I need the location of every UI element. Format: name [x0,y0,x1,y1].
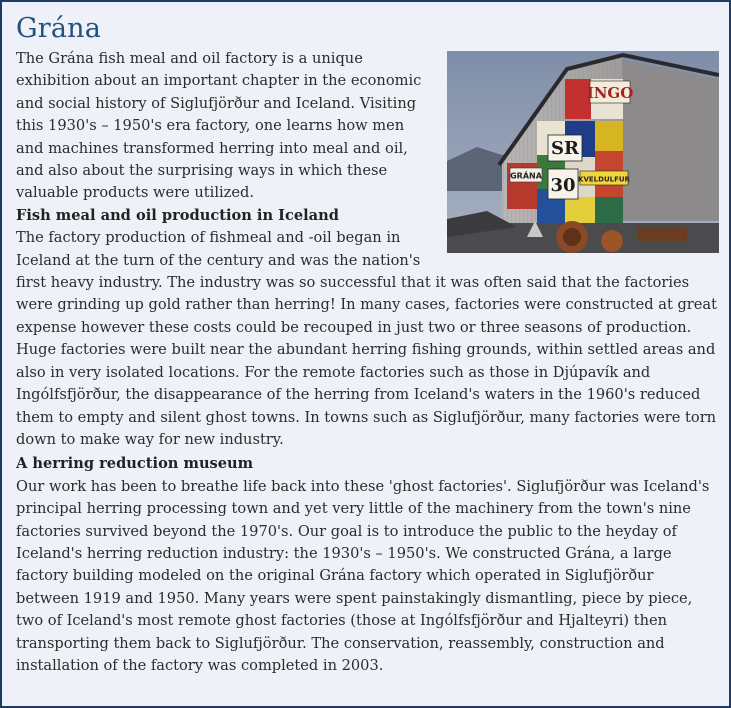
section-heading-production: Fish meal and oil production in Iceland [16,206,339,224]
factory-photo [447,51,719,253]
sign-30: 30 [550,175,576,196]
intro-paragraph: The Grána fish meal and oil factory is a unique exhibition about an important chapter in the economic and social history of Siglufjörður and Iceland. Visiting this 1930's – 1950's era factory, one learns how men and machines transformed herring into meal and oil, and also about the surprising ways in which these valuable products were utilized. [16,50,422,202]
page-title: Grána [16,13,102,44]
section-heading-museum: A herring reduction museum [16,455,254,473]
article-content [16,10,719,677]
sign-grana: GRÁNA [510,171,542,181]
sign-ingo: INGO [586,84,634,102]
section-body-museum: Our work has been to breathe life back into these 'ghost factories'. Siglufjörður was Iceland's principal herring processing town and yet very little of the machinery from the town's nine factories survived beyond the 1970's. Our goal is to introduce the public to the heyday of Iceland's herring reduction industry: the 1930's – 1950's. We constructed Grána, a large factory building modeled on the original Grána factory which operated in Siglufjörður between 1919 and 1950. Many years were spent painstakingly dismantling, piece by piece, two of Iceland's most remote ghost factories (those at Ingólfsfjörður and Hjalteyri) then transporting them back to Siglufjörður. The conservation, reassembly, construction and installation of the factory was completed in 2003. [16,477,710,674]
section-body-production: The factory production of fishmeal and -oil began in Iceland at the turn of the century and was the nation's first heavy industry. The industry was so successful that it was often said that the factories were grinding up gold rather than herring! In many cases, factories were constructed at great expense however these costs could be recouped in just two or three seasons of production. Huge factories were built near the abundant herring fishing grounds, within settled areas and also in very isolated locations. For the remote factories such as those in Djúpavík and Ingólfsfjörður, the disappearance of the herring from Iceland's waters in the 1960's reduced them to empty and silent ghost towns. In towns such as Siglufjörður, many factories were torn down to make way for new industry. [16,229,717,448]
sign-kveldulfur: KVELDULFUR [578,175,630,184]
sign-sr: SR [551,138,579,159]
